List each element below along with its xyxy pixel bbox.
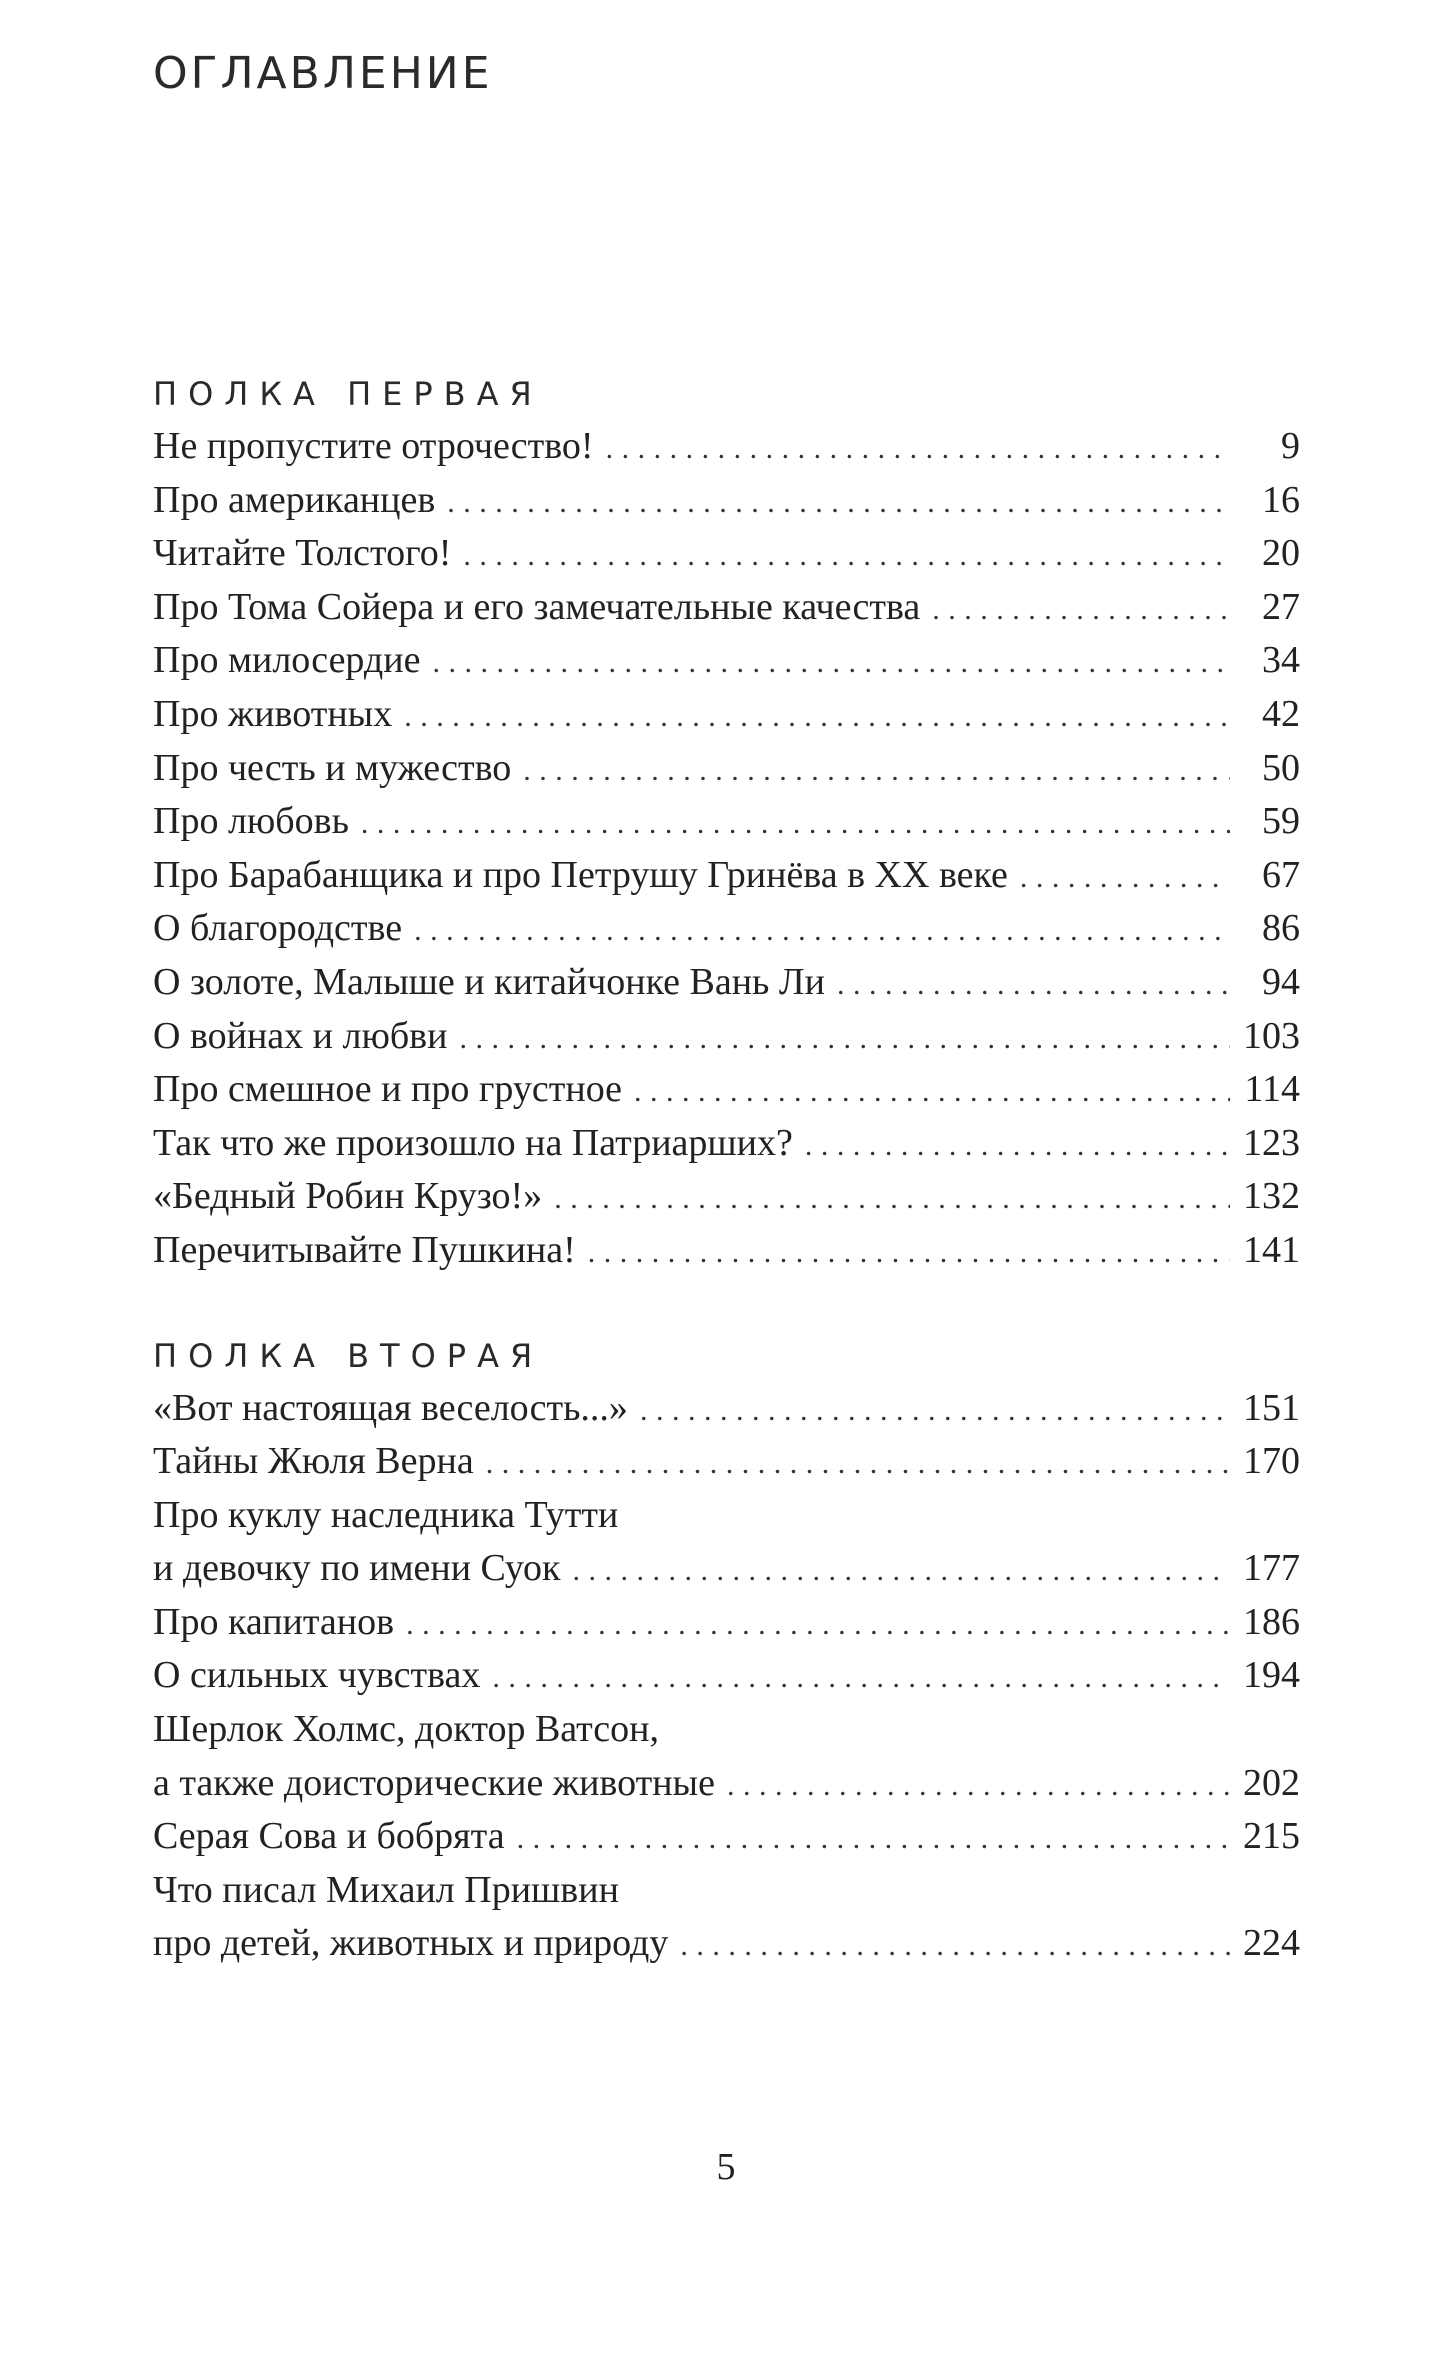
toc-entry-line	[153, 795, 1300, 849]
entry-title: Про Барабанщика и про Петрушу Гринёва в XX веке	[153, 853, 1008, 896]
toc-entry	[153, 1435, 1300, 1489]
entry-page-number: 114	[1244, 1068, 1300, 1111]
entry-page-number: 20	[1262, 532, 1300, 575]
entry-title: Про честь и мужество	[153, 746, 512, 789]
toc-entries	[153, 1382, 1300, 1972]
toc-entry	[153, 474, 1300, 528]
entry-title: Серая Сова и бобрята	[153, 1815, 505, 1858]
table-of-contents	[153, 368, 1300, 1971]
toc-entry	[153, 1596, 1300, 1650]
toc-entry	[153, 1810, 1300, 1864]
entry-page-number: 27	[1262, 585, 1300, 628]
dot-leader	[432, 636, 1230, 690]
entry-title: Не пропустите отрочество!	[153, 425, 594, 467]
entry-title: О золоте, Малыше и китайчонке Вань Ли	[153, 960, 825, 1003]
entry-title: Про капитанов	[153, 1600, 395, 1643]
entry-title: Так что же произошло на Патриарших?	[153, 1121, 793, 1164]
entry-title: Читайте Толстого!	[153, 532, 452, 575]
page-number: 5	[716, 2146, 736, 2188]
toc-entry	[153, 849, 1300, 903]
dot-leader	[414, 904, 1230, 958]
dot-leader	[492, 1651, 1230, 1705]
dot-leader	[932, 583, 1230, 637]
entry-page-number: 151	[1243, 1386, 1300, 1429]
toc-entry	[153, 1382, 1300, 1436]
toc-entry-line	[153, 1542, 1300, 1596]
entry-page-number: 215	[1243, 1815, 1300, 1858]
toc-entry-line	[153, 688, 1300, 742]
entry-title: Шерлок Холмс, доктор Ватсон,	[153, 1708, 659, 1751]
toc-entry-line	[153, 1757, 1300, 1811]
toc-entry	[153, 634, 1300, 688]
entry-title: Про милосердие	[153, 639, 421, 682]
dot-leader	[404, 690, 1230, 744]
dot-leader	[588, 1226, 1230, 1280]
toc-entry	[153, 1170, 1300, 1224]
entry-page-number: 59	[1262, 800, 1300, 843]
entry-page-number: 42	[1262, 692, 1300, 735]
entry-page-number: 186	[1243, 1600, 1300, 1643]
toc-section	[153, 1330, 1300, 1972]
toc-entries	[153, 420, 1300, 1278]
toc-entry-line	[153, 581, 1300, 635]
toc-entry-line	[153, 474, 1300, 528]
toc-entry-line	[153, 1810, 1300, 1864]
entry-title: О войнах и любви	[153, 1014, 448, 1057]
entry-page-number: 123	[1243, 1121, 1300, 1164]
toc-entry-line	[153, 1864, 1300, 1918]
toc-entry	[153, 1010, 1300, 1064]
dot-leader	[463, 529, 1230, 583]
entry-page-number: 103	[1243, 1014, 1300, 1057]
toc-entry-line	[153, 1117, 1300, 1171]
entry-title: а также доисторические животные	[153, 1761, 715, 1804]
toc-entry-line	[153, 527, 1300, 581]
entry-title: Про Тома Сойера и его замечательные качества	[153, 585, 921, 628]
toc-entry	[153, 688, 1300, 742]
entry-title: Перечитывайте Пушкина!	[153, 1228, 576, 1271]
toc-entry-line	[153, 956, 1300, 1010]
entry-title: Про куклу наследника Тутти	[153, 1493, 619, 1536]
toc-entry	[153, 742, 1300, 796]
entry-page-number: 16	[1262, 478, 1300, 521]
toc-entry	[153, 1063, 1300, 1117]
entry-title: Про смешное и про грустное	[153, 1068, 623, 1111]
toc-entry	[153, 1224, 1300, 1278]
entry-page-number: 177	[1243, 1547, 1300, 1590]
dot-leader	[680, 1919, 1230, 1973]
toc-entry-line	[153, 1382, 1300, 1436]
dot-leader	[517, 1812, 1230, 1866]
toc-entry	[153, 795, 1300, 849]
entry-page-number: 141	[1243, 1228, 1300, 1271]
entry-page-number: 194	[1243, 1654, 1300, 1697]
dot-leader	[640, 1384, 1230, 1438]
toc-entry-line	[153, 1649, 1300, 1703]
toc-entry	[153, 581, 1300, 635]
entry-title: Что писал Михаил Пришвин	[153, 1868, 619, 1911]
entry-title: Про американцев	[153, 478, 436, 521]
dot-leader	[634, 1065, 1230, 1119]
toc-entry-line	[153, 634, 1300, 688]
toc-entry	[153, 1489, 1300, 1596]
entry-title: «Вот настоящая веселость...»	[153, 1386, 628, 1429]
toc-entry-line	[153, 420, 1300, 474]
toc-entry	[153, 1703, 1300, 1810]
section-heading: ПОЛКА ВТОРАЯ	[153, 1336, 544, 1375]
entry-title: О благородстве	[153, 907, 403, 950]
entry-page-number: 86	[1262, 907, 1300, 950]
toc-entry	[153, 1117, 1300, 1171]
page-title: ОГЛАВЛЕНИЕ	[153, 48, 493, 99]
entry-page-number: 224	[1243, 1922, 1300, 1965]
toc-entry-line	[153, 1435, 1300, 1489]
entry-title: и девочку по имени Суок	[153, 1547, 561, 1590]
dot-leader	[523, 744, 1230, 798]
toc-entry-line	[153, 1224, 1300, 1278]
entry-title: Про любовь	[153, 800, 349, 843]
toc-entry-line	[153, 1170, 1300, 1224]
toc-entry	[153, 956, 1300, 1010]
dot-leader	[805, 1119, 1230, 1173]
dot-leader	[554, 1172, 1230, 1226]
toc-entry-line	[153, 742, 1300, 796]
toc-entry	[153, 1649, 1300, 1703]
entry-title: Про животных	[153, 692, 393, 735]
entry-page-number: 132	[1243, 1175, 1300, 1218]
dot-leader	[486, 1437, 1230, 1491]
entry-page-number: 202	[1243, 1761, 1300, 1804]
toc-entry-line	[153, 1063, 1300, 1117]
toc-entry-line	[153, 849, 1300, 903]
entry-title: Тайны Жюля Верна	[153, 1440, 474, 1483]
toc-entry	[153, 902, 1300, 956]
toc-entry-line	[153, 1596, 1300, 1650]
toc-entry-line	[153, 1917, 1300, 1971]
dot-leader	[1020, 851, 1230, 905]
dot-leader	[406, 1598, 1230, 1652]
dot-leader	[459, 1012, 1230, 1066]
dot-leader	[606, 422, 1230, 476]
entry-title: про детей, животных и природу	[153, 1922, 669, 1965]
dot-leader	[361, 797, 1230, 851]
toc-section	[153, 368, 1300, 1278]
section-heading: ПОЛКА ПЕРВАЯ	[153, 375, 543, 413]
dot-leader	[447, 476, 1230, 530]
dot-leader	[572, 1544, 1230, 1598]
dot-leader	[837, 958, 1230, 1012]
entry-page-number: 50	[1262, 746, 1300, 789]
dot-leader	[727, 1759, 1230, 1813]
entry-title: О сильных чувствах	[153, 1654, 481, 1697]
entry-page-number: 34	[1262, 639, 1300, 682]
entry-title: «Бедный Робин Крузо!»	[153, 1175, 543, 1218]
toc-entry-line	[153, 1010, 1300, 1064]
toc-entry-line	[153, 1703, 1300, 1757]
entry-page-number: 94	[1262, 960, 1300, 1003]
entry-page-number: 9	[1281, 425, 1300, 467]
entry-page-number: 67	[1262, 853, 1300, 896]
toc-entry-line	[153, 1489, 1300, 1543]
toc-entry	[153, 1864, 1300, 1971]
toc-entry	[153, 527, 1300, 581]
toc-entry	[153, 420, 1300, 474]
toc-entry-line	[153, 902, 1300, 956]
entry-page-number: 170	[1243, 1440, 1300, 1483]
